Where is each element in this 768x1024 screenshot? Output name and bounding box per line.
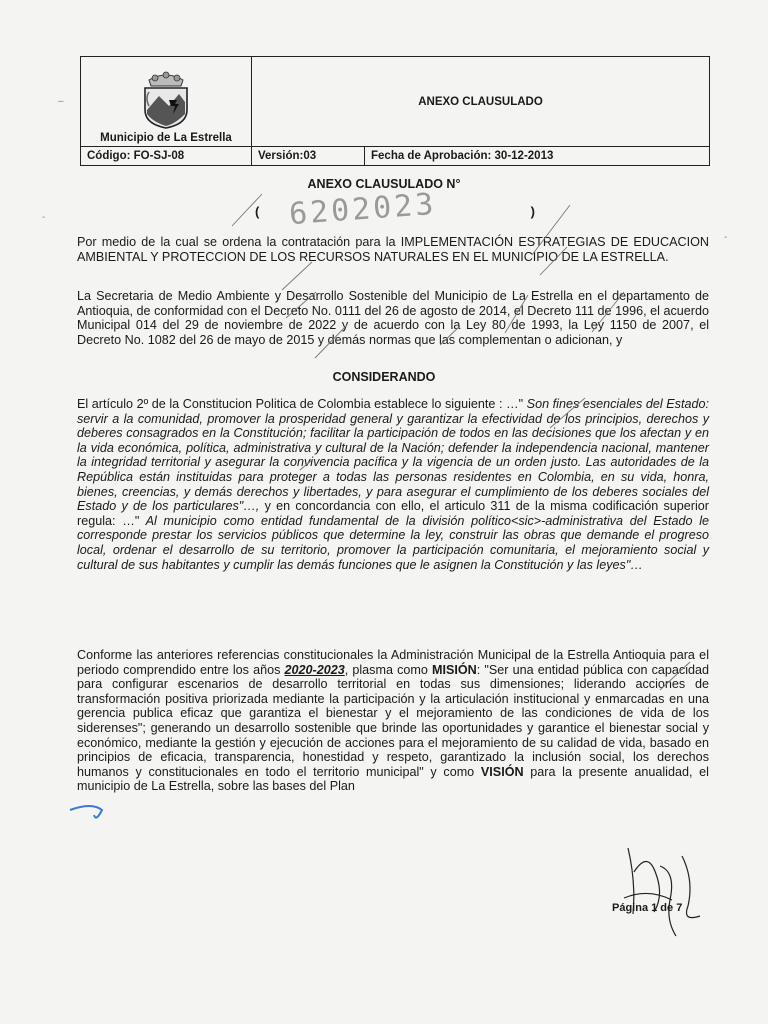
blue-pen-mark bbox=[70, 806, 102, 818]
scan-mark: - bbox=[42, 212, 46, 223]
para2-text-1: Conforme las anteriores referencias constitucionales la Administración Municipal de la Estrella Antioquia para el periodo comprendido entre los años bbox=[77, 648, 709, 677]
annex-number-line bbox=[255, 186, 535, 233]
document-version: Versión:03 bbox=[252, 147, 365, 166]
para1-quote-1: Son fines esenciales del Estado: servir a la comunidad, promover la prosperidad general y garantizar la efectividad de los principios, derechos y deberes consagrados en la Constitución; facilitar la participación de todos en las decisiones que los afectan y en la vida económica, política, administrativa y cultural de la Nación; defender la independencia nacional, mantener la integridad territorial y asegurar la convivencia pacífica y la vigencia de un orden justo. Las autoridades de la República están instituidas para proteger a todas las personas residentes en Colombia, en su vida, honra, bienes, creencias, y demás derechos y libertades, y para asegurar el cumplimiento de los deberes sociales del Estado y de los particulares"…, bbox=[77, 397, 709, 514]
mission-paragraph bbox=[77, 648, 709, 794]
scan-mark: – bbox=[58, 96, 64, 107]
para2-text-3: : "Ser una entidad pública con capacidad para configurar escenarios de desarrollo territorial en todas sus dimensiones; liderando acciones de transformación positiva priorizada mediante la participación y la articulación institucional y enmarcadas en una gerencia publica eficaz que garantiza el bienestar y el mejoramiento de las condiciones de vida de los siderenses"; generando un desarrollo sostenible que brinde las oportunidades y garantice el bienestar social y económico, mediante la gestión y ejecución de acciones para el mejoramiento de su calidad de vida, basado en principios de eficacia, transparencia, honestidad y respeto, garantizado la inclusión social, los derechos humanos y constitucionales en todo el territorio municipal" y como bbox=[77, 662, 709, 779]
para1-quote-2: Al municipio como entidad fundamental de la división político<sic>-administrativa del Estado le corresponde prestar los servicios públicos que determine la ley, construir las obras que demande el progreso local, ordenar el desarrollo de su territorio, promover la participación comunitaria, el mejoramiento social y cultural de sus habitantes y cumplir las demás funciones que le asignen la Constitución y las leyes"… bbox=[77, 513, 709, 572]
logo-cell bbox=[81, 57, 252, 147]
scan-mark: - bbox=[724, 232, 728, 243]
paren-close: ) bbox=[530, 204, 535, 219]
constitution-paragraph bbox=[77, 397, 709, 572]
page-number: Página 1 de 7 bbox=[612, 902, 683, 914]
municipal-coat-of-arms-icon bbox=[135, 70, 197, 130]
approval-date: Fecha de Aprobación: 30-12-2013 bbox=[365, 147, 710, 166]
authority-paragraph: La Secretaria de Medio Ambiente y Desarrollo Sostenible del Municipio de La Estrella en el departamento de Antioquia, de conformidad con el Decreto No. 0111 del 26 de agosto de 2014, el Decreto 111 de 1996, el acuerdo Municipal 014 del 29 de noviembre de 2022 y de acuerdo con la Ley 80 de 1993, la Ley 1150 de 2007, el Decreto No. 1082 del 26 de mayo de 2015 y demás normas que las complementan o adicionan, y bbox=[77, 289, 709, 347]
handwritten-signature bbox=[624, 848, 700, 936]
paren-open: ( bbox=[255, 204, 260, 219]
para1-text-1: El artículo 2º de la Constitucion Politica de Colombia establece lo siguiente : …" bbox=[77, 397, 524, 411]
considerando-heading: CONSIDERANDO bbox=[332, 370, 436, 384]
intro-paragraph: Por medio de la cual se ordena la contratación para la IMPLEMENTACIÓN ESTRATEGIAS DE EDUCACION AMBIENTAL Y PROTECCION DE LOS RECURSOS NATURALES EN EL MUNICIPIO DE LA ESTRELLA. bbox=[77, 235, 709, 264]
mision-label: MISIÓN bbox=[432, 662, 477, 677]
para2-text-4: para la presente anualidad, el municipio de La Estrella, sobre las bases del Plan bbox=[77, 764, 709, 794]
para2-text-2: , plasma como bbox=[344, 662, 432, 677]
annex-heading: ANEXO CLAUSULADO N° bbox=[307, 177, 461, 191]
document-header-table bbox=[80, 56, 710, 166]
annex-number-stamp: 6202023 bbox=[287, 186, 438, 233]
vision-label: VISIÓN bbox=[480, 764, 524, 779]
period-years: 2020-2023 bbox=[284, 662, 345, 677]
para1-text-2: y en concordancia con ello, el articulo 311 de la misma codificación superior regula: …" bbox=[77, 499, 709, 528]
municipality-name: Municipio de La Estrella bbox=[100, 132, 232, 144]
document-title: ANEXO CLAUSULADO bbox=[252, 57, 710, 147]
document-code: Código: FO-SJ-08 bbox=[81, 147, 252, 166]
